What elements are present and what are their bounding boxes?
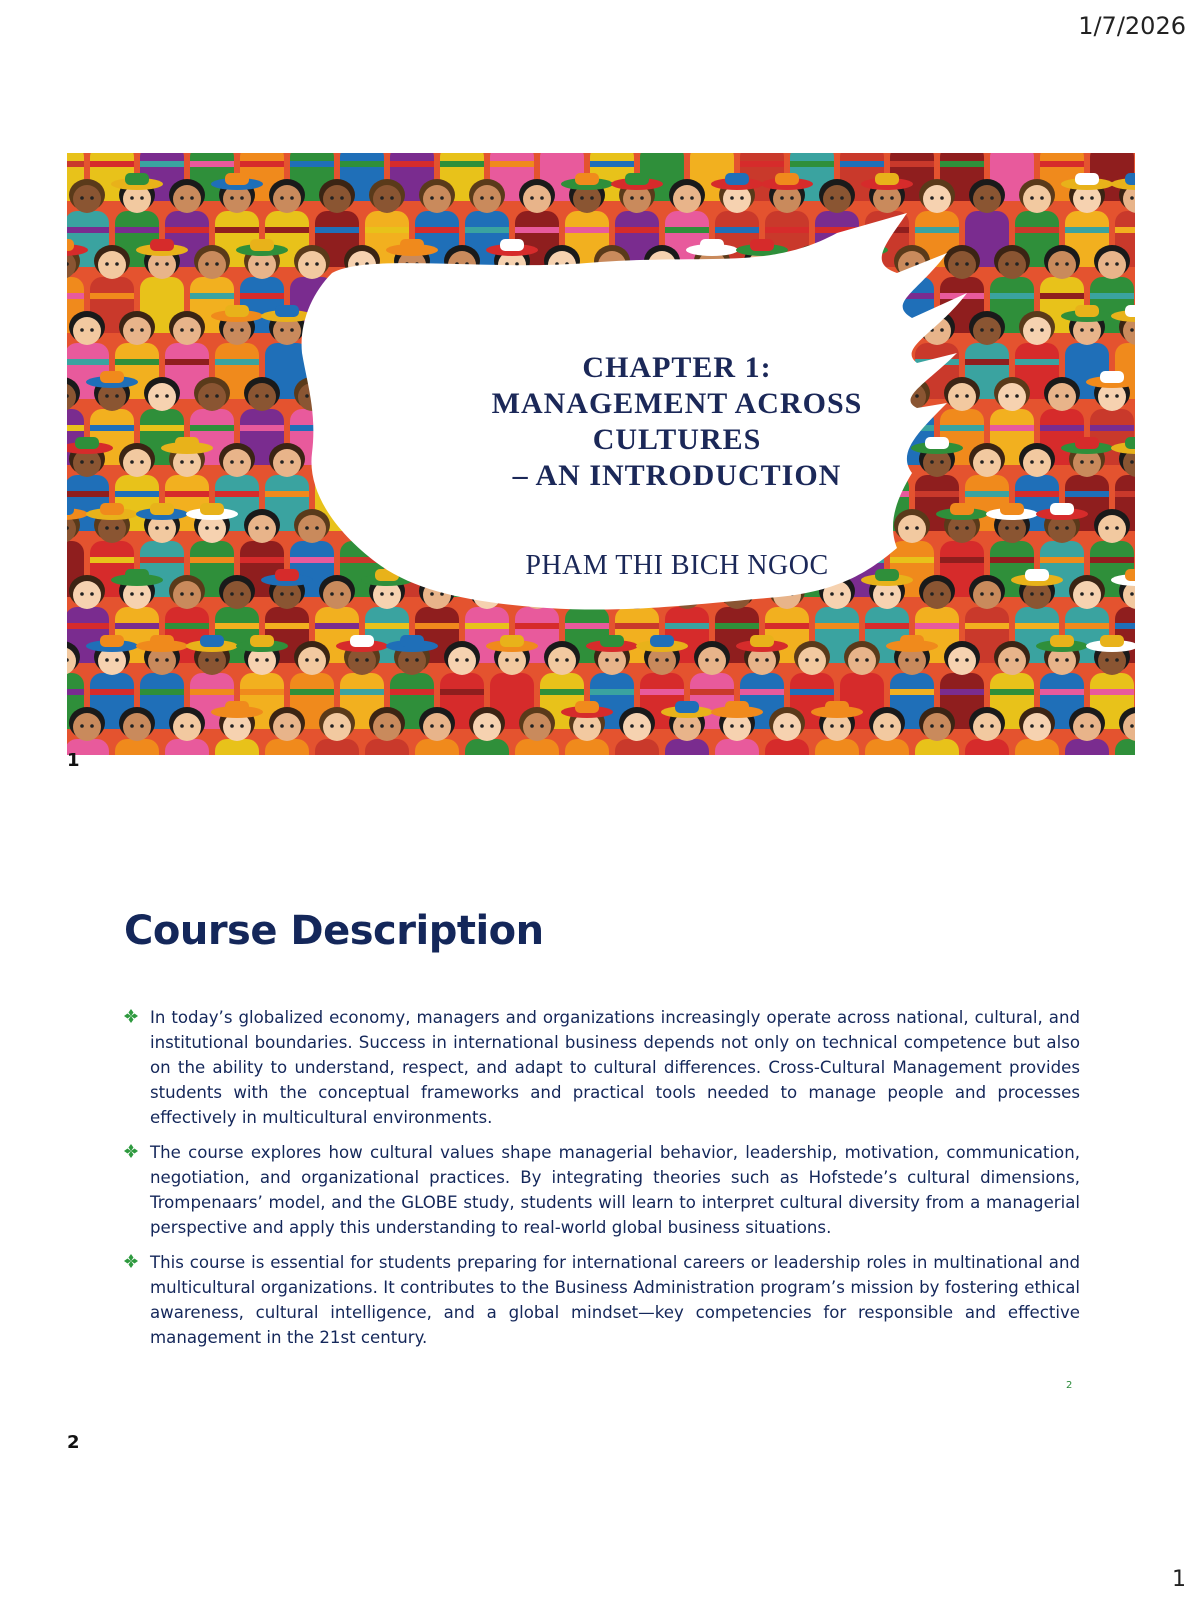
diamond-bullet-icon [124, 1005, 150, 1027]
title-line: MANAGEMENT ACROSS [491, 387, 863, 420]
slide-corner-mark: 2 [1066, 1380, 1073, 1391]
list-item [124, 1005, 1080, 1130]
title-line: CULTURES [592, 423, 762, 456]
slide-number: 2 [67, 1432, 80, 1453]
bullet-text: The course explores how cultural values shape managerial behavior, leadership, motivation, communication, negotiation, and organizational practices. By integrating theories such as Hofstede’s cultural dimensions, Trompenaars’ model, and the GLOBE study, students will learn to interpret cultural diversity from a managerial perspective and apply this understanding to real-world global business situations. [150, 1143, 1080, 1237]
title-block [67, 153, 1135, 755]
diamond-bullet-icon [124, 1250, 150, 1272]
bullet-text: In today’s globalized economy, managers and organizations increasingly operate across national, cultural, and institutional boundaries. Success in international business depends not only on technical competence but also on the ability to understand, respect, and adapt to cultural differences. Cross-Cultural Management provides students with the conceptual frameworks and practical tools needed to manage people and processes effectively in multicultural environments. [150, 1008, 1080, 1127]
slide-number: 1 [67, 750, 80, 771]
list-item [124, 1250, 1080, 1350]
list-item [124, 1140, 1080, 1240]
print-date: 1/7/2026 [1078, 12, 1186, 40]
title-line: CHAPTER 1: [582, 351, 772, 384]
page-number: 1 [1172, 1567, 1186, 1592]
bullet-text: This course is essential for students preparing for international careers or leadership roles in multinational and multicultural organizations. It contributes to the Business Administration program’s mission by fostering ethical awareness, cultural intelligence, and a global mindset—key competencies for responsible and effective management in the 21st century. [150, 1253, 1080, 1347]
title-slide [67, 153, 1135, 755]
author-name: PHAM THI BICH NGOC [525, 550, 829, 581]
title-line: – AN INTRODUCTION [512, 459, 842, 492]
bullet-list [124, 1005, 1080, 1360]
slide-title: Course Description [124, 908, 544, 954]
diamond-bullet-icon [124, 1140, 150, 1162]
